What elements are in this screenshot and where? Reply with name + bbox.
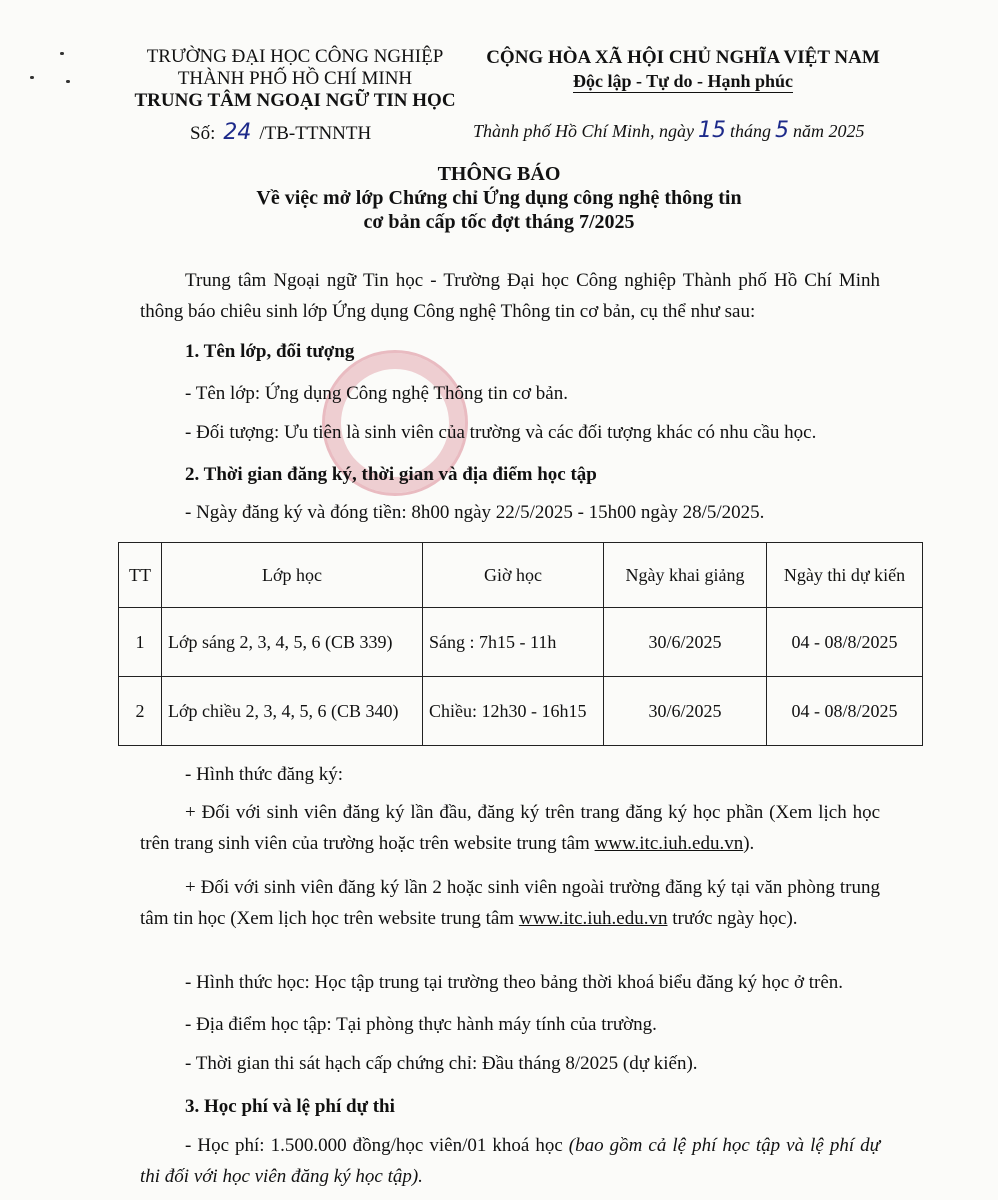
intro-paragraph: Trung tâm Ngoại ngữ Tin học - Trường Đại học Công nghiệp Thành phố Hồ Chí Minh thông báo chiêu sinh lớp Ứng dụng Công nghệ Thông tin cơ bản, cụ thể như sau: xyxy=(140,270,880,322)
document-title xyxy=(0,162,998,234)
scan-speck xyxy=(30,76,34,79)
second-time-text: + Đối với sinh viên đăng ký lần 2 hoặc sinh viên ngoài trường đăng ký tại văn phòng trung tâm tin học (Xem lịch học trên website trung tâm xyxy=(140,877,880,929)
fee-text: - Học phí: 1.500.000 đồng/học viên/01 khoá học xyxy=(185,1135,569,1156)
registration-period-line: - Ngày đăng ký và đóng tiền: 8h00 ngày 22/5/2025 - 15h00 ngày 28/5/2025. xyxy=(185,502,765,523)
exam-time-line: - Thời gian thi sát hạch cấp chứng chỉ: Đầu tháng 8/2025 (dự kiến). xyxy=(185,1053,698,1074)
study-mode-line: - Hình thức học: Học tập trung tại trường theo bảng thời khoá biểu đăng ký học ở trên. xyxy=(185,972,844,993)
organization-header xyxy=(110,46,480,112)
doc-number-prefix: Số: xyxy=(190,123,216,144)
title-line-3: cơ bản cấp tốc đợt tháng 7/2025 xyxy=(363,211,635,233)
section-3-heading: 3. Học phí và lệ phí dự thi xyxy=(185,1096,395,1117)
row-start-date: 30/6/2025 xyxy=(604,677,767,746)
org-line-3: TRUNG TÂM NGOẠI NGỮ TIN HỌC xyxy=(134,90,456,111)
class-name-line: - Tên lớp: Ứng dụng Công nghệ Thông tin cơ bản. xyxy=(185,383,568,404)
first-time-registration xyxy=(140,797,880,859)
first-time-end: ). xyxy=(743,833,755,854)
website-link[interactable]: www.itc.iuh.edu.vn xyxy=(594,833,744,854)
row-time: Chiều: 12h30 - 16h15 xyxy=(423,677,604,746)
header-start-date: Ngày khai giảng xyxy=(604,543,767,608)
row-class: Lớp sáng 2, 3, 4, 5, 6 (CB 339) xyxy=(162,608,423,677)
website-link[interactable]: www.itc.iuh.edu.vn xyxy=(518,908,668,929)
table-row xyxy=(119,677,923,746)
table-header-row xyxy=(119,543,923,608)
title-line-2: Về việc mở lớp Chứng chỉ Ứng dụng công nghệ thông tin xyxy=(256,187,742,209)
date-year: năm 2025 xyxy=(793,121,865,141)
document-number xyxy=(190,120,371,145)
doc-number-handwritten: 24 xyxy=(223,120,252,145)
row-number: 1 xyxy=(119,608,162,677)
title-main: THÔNG BÁO xyxy=(437,163,561,185)
date-month-label: tháng xyxy=(730,121,772,141)
row-time: Sáng : 7h15 - 11h xyxy=(423,608,604,677)
date-line xyxy=(473,118,865,143)
doc-number-suffix: /TB-TTNNTH xyxy=(259,123,372,144)
fee-note: (bao gồm cả lệ phí học tập và lệ phí dự thi đối với học viên đăng ký học tập). xyxy=(140,1135,880,1187)
header-exam-date: Ngày thi dự kiến xyxy=(767,543,923,608)
org-line-1: TRƯỜNG ĐẠI HỌC CÔNG NGHIỆP xyxy=(146,46,444,67)
row-exam-date: 04 - 08/8/2025 xyxy=(767,608,923,677)
date-month: 5 xyxy=(775,118,790,143)
target-line: - Đối tượng: Ưu tiên là sinh viên của trường và các đối tượng khác có nhu cầu học. xyxy=(185,422,817,443)
fee-paragraph xyxy=(140,1130,880,1192)
row-start-date: 30/6/2025 xyxy=(604,608,767,677)
section-1-heading: 1. Tên lớp, đối tượng xyxy=(185,341,355,362)
scan-speck xyxy=(60,52,64,55)
second-time-end: trước ngày học). xyxy=(667,908,798,929)
nation-line-1: CỘNG HÒA XÃ HỘI CHỦ NGHĨA VIỆT NAM xyxy=(486,47,880,68)
first-time-text: + Đối với sinh viên đăng ký lần đầu, đăng ký trên trang đăng ký học phần (Xem lịch học trên trang sinh viên của trường hoặc trên website trung tâm xyxy=(140,802,880,854)
section-2-heading: 2. Thời gian đăng ký, thời gian và địa điểm học tập xyxy=(185,464,597,485)
scan-speck xyxy=(66,80,70,83)
header-time: Giờ học xyxy=(423,543,604,608)
row-number: 2 xyxy=(119,677,162,746)
schedule-table xyxy=(118,542,923,746)
header-tt: TT xyxy=(119,543,162,608)
row-class: Lớp chiều 2, 3, 4, 5, 6 (CB 340) xyxy=(162,677,423,746)
row-exam-date: 04 - 08/8/2025 xyxy=(767,677,923,746)
second-time-registration xyxy=(140,872,880,934)
header-class: Lớp học xyxy=(162,543,423,608)
nation-motto: Độc lập - Tự do - Hạnh phúc xyxy=(572,71,794,91)
registration-form-label: - Hình thức đăng ký: xyxy=(185,764,344,785)
nation-header xyxy=(478,46,888,94)
date-place: Thành phố Hồ Chí Minh, ngày xyxy=(473,121,695,141)
org-line-2: THÀNH PHỐ HỒ CHÍ MINH xyxy=(177,68,413,89)
date-day: 15 xyxy=(698,118,727,143)
table-row xyxy=(119,608,923,677)
study-location-line: - Địa điểm học tập: Tại phòng thực hành máy tính của trường. xyxy=(185,1014,657,1035)
